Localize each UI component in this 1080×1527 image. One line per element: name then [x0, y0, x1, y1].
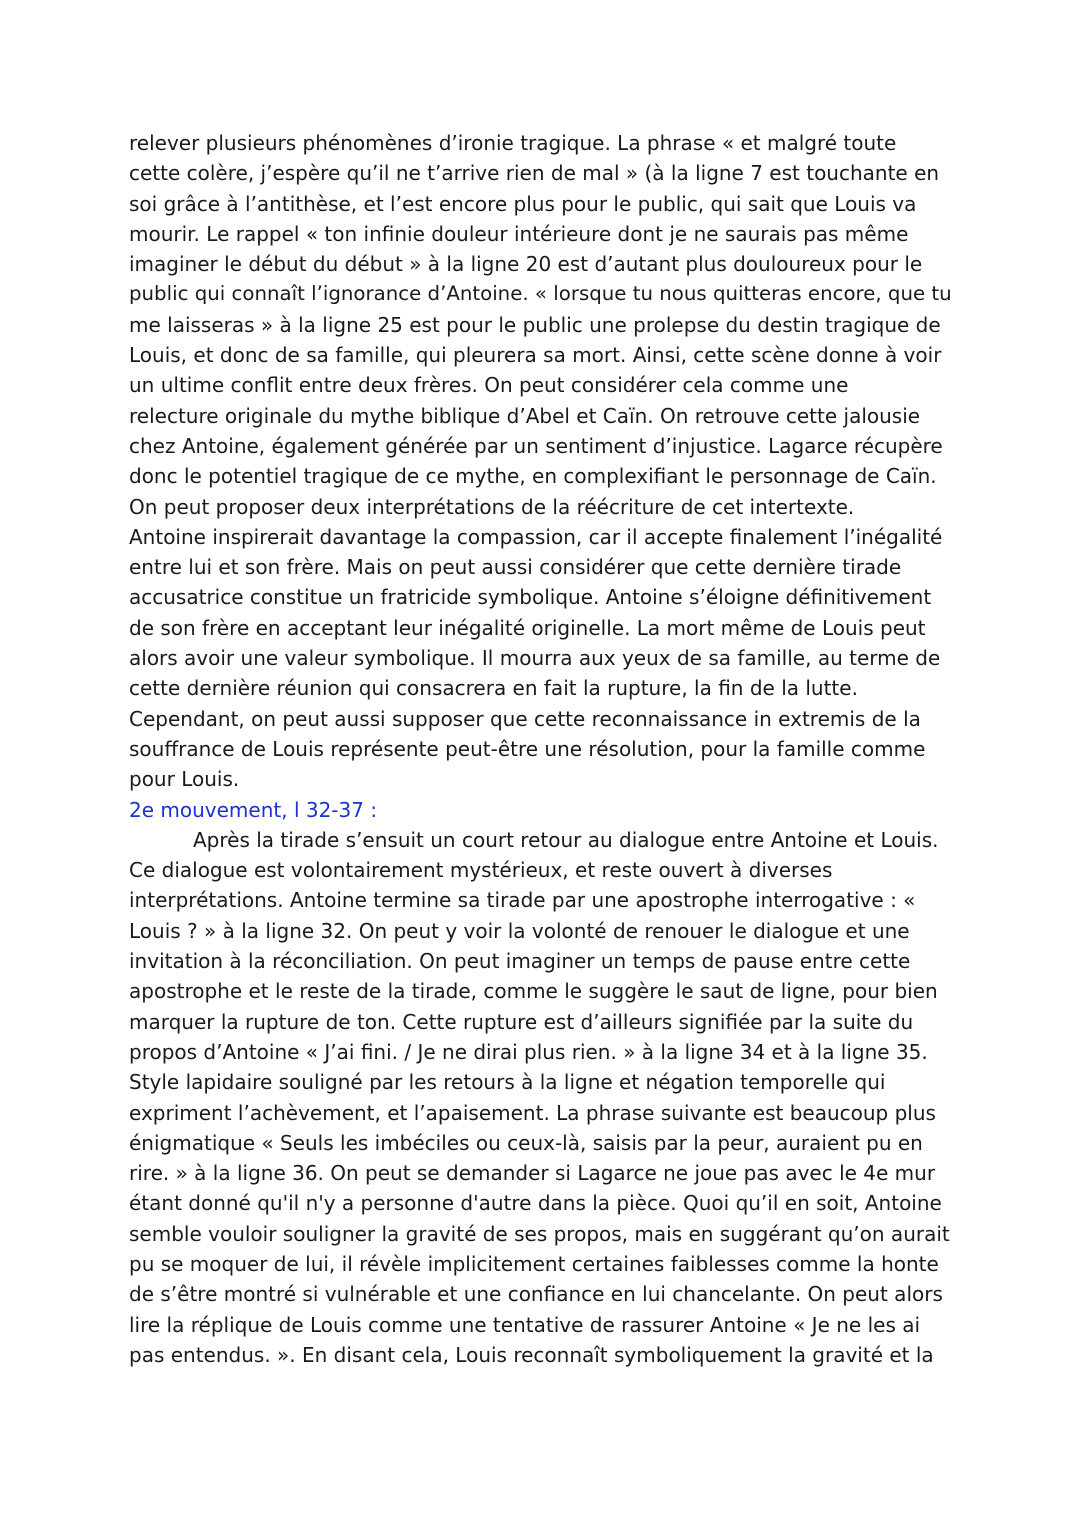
text-line: alors avoir une valeur symbolique. Il mourra aux yeux de sa famille, au terme de — [129, 646, 941, 671]
text-line: donc le potentiel tragique de ce mythe, en complexifiant le personnage de Caïn. — [129, 464, 937, 489]
text-line: pas entendus. ». En disant cela, Louis reconnaît symboliquement la gravité et la — [129, 1342, 934, 1367]
text-line: imaginer le début du début » à la ligne 20 est d’autant plus douloureux pour le — [129, 252, 923, 277]
text-line: interprétations. Antoine termine sa tirade par une apostrophe interrogative : « — [129, 888, 916, 913]
text-line: cette colère, j’espère qu’il ne t’arrive rien de mal » (à la ligne 7 est touchante en — [129, 161, 940, 186]
text-line: de son frère en acceptant leur inégalité originelle. La mort même de Louis peut — [129, 615, 926, 640]
text-line: relecture originale du mythe biblique d’Abel et Caïn. On retrouve cette jalousie — [129, 403, 921, 428]
text-line: énigmatique « Seuls les imbéciles ou ceux-là, saisis par la peur, auraient pu en — [129, 1130, 923, 1155]
text-line: expriment l’achèvement, et l’apaisement. La phrase suivante est beaucoup plus — [129, 1100, 936, 1125]
text-line: cette dernière réunion qui consacrera en fait la rupture, la fin de la lutte. — [129, 676, 858, 701]
text-line: pu se moquer de lui, il révèle implicitement certaines faiblesses comme la honte — [129, 1251, 939, 1276]
text-line: public qui connaît l’ignorance d’Antoine. « lorsque tu nous quitteras encore, que tu — [129, 282, 952, 306]
text-line: souffrance de Louis représente peut-être une résolution, pour la famille comme — [129, 736, 926, 761]
text-line: invitation à la réconciliation. On peut imaginer un temps de pause entre cette — [129, 949, 911, 974]
text-line: Cependant, on peut aussi supposer que cette reconnaissance in extremis de la — [129, 706, 921, 731]
text-line: semble vouloir souligner la gravité de ses propos, mais en suggérant qu’on aurait — [129, 1221, 950, 1246]
text-line: Louis ? » à la ligne 32. On peut y voir la volonté de renouer le dialogue et une — [129, 918, 910, 943]
section-heading: 2e mouvement, l 32-37 : — [129, 797, 378, 822]
text-line: un ultime conflit entre deux frères. On peut considérer cela comme une — [129, 373, 849, 398]
text-line: lire la réplique de Louis comme une tentative de rassurer Antoine « Je ne les ai — [129, 1312, 921, 1337]
text-line: de s’être montré si vulnérable et une confiance en lui chancelante. On peut alors — [129, 1282, 943, 1307]
text-line: entre lui et son frère. Mais on peut aussi considérer que cette dernière tirade — [129, 555, 902, 580]
text-line: me laisseras » à la ligne 25 est pour le public une prolepse du destin tragique de — [129, 312, 941, 337]
text-line: Style lapidaire souligné par les retours à la ligne et négation temporelle qui — [129, 1070, 886, 1095]
text-line: Ce dialogue est volontairement mystérieux, et reste ouvert à diverses — [129, 858, 833, 883]
text-line: relever plusieurs phénomènes d’ironie tragique. La phrase « et malgré toute — [129, 131, 897, 155]
paragraph-1 — [129, 128, 959, 795]
text-line: Louis, et donc de sa famille, qui pleurera sa mort. Ainsi, cette scène donne à voir — [129, 343, 942, 368]
text-line: chez Antoine, également générée par un sentiment d’injustice. Lagarce récupère — [129, 433, 943, 458]
document-page — [129, 128, 959, 1370]
text-line: mourir. Le rappel « ton infinie douleur intérieure dont je ne saurais pas même — [129, 221, 909, 246]
paragraph-2 — [129, 825, 959, 1370]
text-line: soi grâce à l’antithèse, et l’est encore plus pour le public, qui sait que Louis va — [129, 191, 917, 216]
text-line: pour Louis. — [129, 767, 240, 792]
text-line: On peut proposer deux interprétations de la réécriture de cet intertexte. — [129, 494, 855, 519]
text-line: marquer la rupture de ton. Cette rupture est d’ailleurs signifiée par la suite du — [129, 1009, 914, 1034]
text-line: apostrophe et le reste de la tirade, comme le suggère le saut de ligne, pour bien — [129, 979, 938, 1004]
text-line: accusatrice constitue un fratricide symbolique. Antoine s’éloigne définitivement — [129, 585, 932, 610]
text-line: étant donné qu'il n'y a personne d'autre dans la pièce. Quoi qu’il en soit, Antoine — [129, 1191, 942, 1216]
text-line: Antoine inspirerait davantage la compassion, car il accepte finalement l’inégalité — [129, 524, 943, 549]
text-line: propos d’Antoine « J’ai fini. / Je ne dirai plus rien. » à la ligne 34 et à la ligne 35. — [129, 1039, 928, 1064]
text-line: Après la tirade s’ensuit un court retour au dialogue entre Antoine et Louis. — [193, 827, 939, 852]
text-line: rire. » à la ligne 36. On peut se demander si Lagarce ne joue pas avec le 4e mur — [129, 1161, 936, 1186]
